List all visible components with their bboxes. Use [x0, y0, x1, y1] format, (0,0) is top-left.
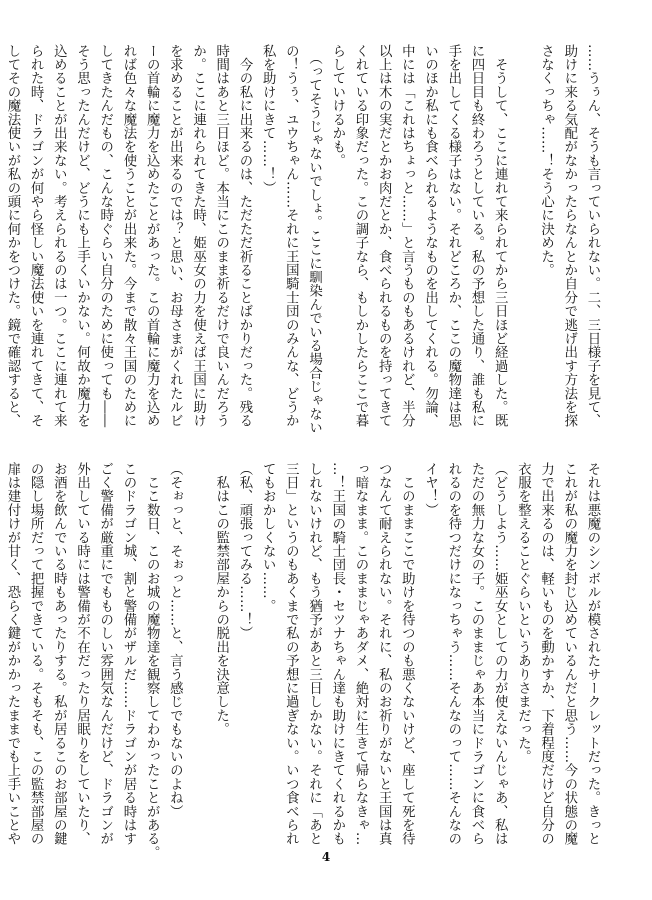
text-line: ごく警備が厳重にでもものしい雰囲気なんだけど、ドラゴンが: [97, 462, 113, 846]
text-block-lower: [4, 462, 604, 860]
text-line: ……うぅん、そうも言っていられない。二、三日様子を見て、: [585, 44, 600, 428]
text-line: の！うぅ、ユウちゃん……それに王国騎士団のみんな、どうか: [283, 44, 299, 428]
text-line: いのほか私にも食べられるようなものを出してくれる。勿論、: [422, 44, 438, 428]
text-line: っ暗なまま。このままじゃあダメ、絶対に生きて帰らなきゃ…: [352, 462, 368, 846]
text-line: くれている印象だった。この調子なら、もしかしたらここで暮: [352, 44, 368, 428]
text-line: を求めることが出来るのでは？と思い、お母さまがくれたルビ: [167, 44, 183, 428]
text-line: （私、頑張ってみる……！）: [236, 462, 252, 641]
text-line: 今の私に出来るのは、ただただ祈ることばかりだった。残る: [236, 44, 252, 428]
text-line: お酒を飲んでいる時もあったりする。私が居るこのお部屋の鍵: [51, 462, 67, 846]
text-line: そうして、ここに連れて来られてから三日ほど経過した。既: [492, 44, 508, 428]
text-line: さなくっちゃ……！そう心に決めた。: [538, 44, 554, 277]
text-line: 中には「これはちょっと……」と言うものもあるけれど、半分: [399, 44, 415, 428]
text-line: か。ここに連れられてきた時、姫巫女の力を使えば王国に助け: [190, 44, 206, 428]
text-line: 助けに来る気配がなかったらなんとか自分で逃げ出す方法を探: [561, 44, 577, 428]
text-line: 込めることが出来ない。考えられるのは一つ。ここに連れて来: [51, 44, 67, 428]
text-line: れば色々な魔法を使うことが出来た。今まで散々王国のために: [120, 44, 136, 428]
text-line: の隠し場所だって把握できている。そもそも、この監禁部屋の: [28, 462, 44, 846]
text-line: れるのを待つだけになっちゃう……そんなのって……そんなの: [445, 462, 461, 846]
text-line: してその魔法使いが私の頭に何かをつけた。鏡で確認すると、: [4, 44, 20, 428]
text-line: （どうしよう……姫巫女としての力が使えないんじゃあ、私は: [492, 462, 508, 846]
text-line: らしていけるかも。: [329, 44, 345, 168]
text-line: これが私の魔力を封じ込めているんだと思う……今の状態の魔: [561, 462, 577, 846]
text-line: このままここで助けを待つのも悪くないけど、座して死を待: [399, 462, 415, 846]
text-line: （ってそうじゃないでしょ。ここに馴染んでいる場合じゃない: [306, 44, 322, 435]
text-line: 三日」というのもあくまで私の予想に過ぎない。いつ食べられ: [283, 462, 299, 846]
text-line: （そぉっと、そぉっと……と、言う感じでもないのよね）: [167, 462, 183, 819]
text-line: られた時、ドラゴンが何やら怪しい魔法使いを連れてきて、そ: [28, 44, 44, 428]
text-line: このドラゴン城、割と警備がザルだ……ドラゴンが居る時はす: [120, 462, 136, 846]
text-line: ただの無力な女の子。このままじゃあ本当にドラゴンに食べら: [468, 462, 484, 846]
text-line: 力で出来るのは、軽いものを動かすか、下着程度だけど自分の: [538, 462, 554, 846]
text-line: 時間はあと三日ほど。本当にこのまま祈るだけで良いんだろう: [213, 44, 229, 428]
text-block-upper: [4, 44, 604, 435]
text-line: イヤ！）: [422, 462, 438, 517]
text-line: 外出している時には警備が不在だったり居眠りをしていたり、: [74, 462, 90, 846]
text-line: しれないけれど、もう猶予があと三日しかない。それに「あと: [306, 462, 322, 846]
text-line: 私を助けにきて……！）: [260, 44, 276, 195]
text-line: それは悪魔のシンボルが模されたサークレットだった。きっと: [585, 462, 600, 846]
text-line: ここ数日、このお城の魔物達を観察してわかったことがある。: [144, 462, 160, 860]
text-line: 扉は建付けが甘く、恐らく鍵がかかったままでも上手いことや: [4, 462, 20, 846]
page-number: 4: [321, 850, 331, 864]
text-line: てもおかしくない……。: [260, 462, 276, 613]
text-line: ーの首輪に魔力を込めたことがあった。この首輪に魔力を込め: [144, 44, 160, 428]
text-line: 以上は木の実だとかお肉だとか、食べられるものを持ってきて: [376, 44, 392, 428]
text-line: [511, 44, 534, 434]
text-line: 手を出してくる様子はない。それどころか、ここの魔物達は思: [445, 44, 461, 428]
text-line: してきたんだもの、こんな時ぐらい自分のために使っても――: [97, 44, 113, 428]
text-line: [186, 462, 209, 842]
text-line: 私はこの監禁部屋からの脱出を決意した。: [213, 462, 229, 736]
text-line: 衣服を整えることぐらいというありさまだった。: [515, 462, 531, 764]
text-line: に四日目も終わろうとしている。私の予想した通り、誰も私に: [468, 44, 484, 428]
text-line: つなんて耐えられない。それに、私のお祈りがないと王国は真: [376, 462, 392, 846]
text-line: そう思ったんだけど、どうにも上手くいかない。何故か魔力を: [74, 44, 90, 428]
text-line: …！王国の騎士団長・セツナちゃん達も助けにきてくれるかも: [329, 462, 345, 846]
